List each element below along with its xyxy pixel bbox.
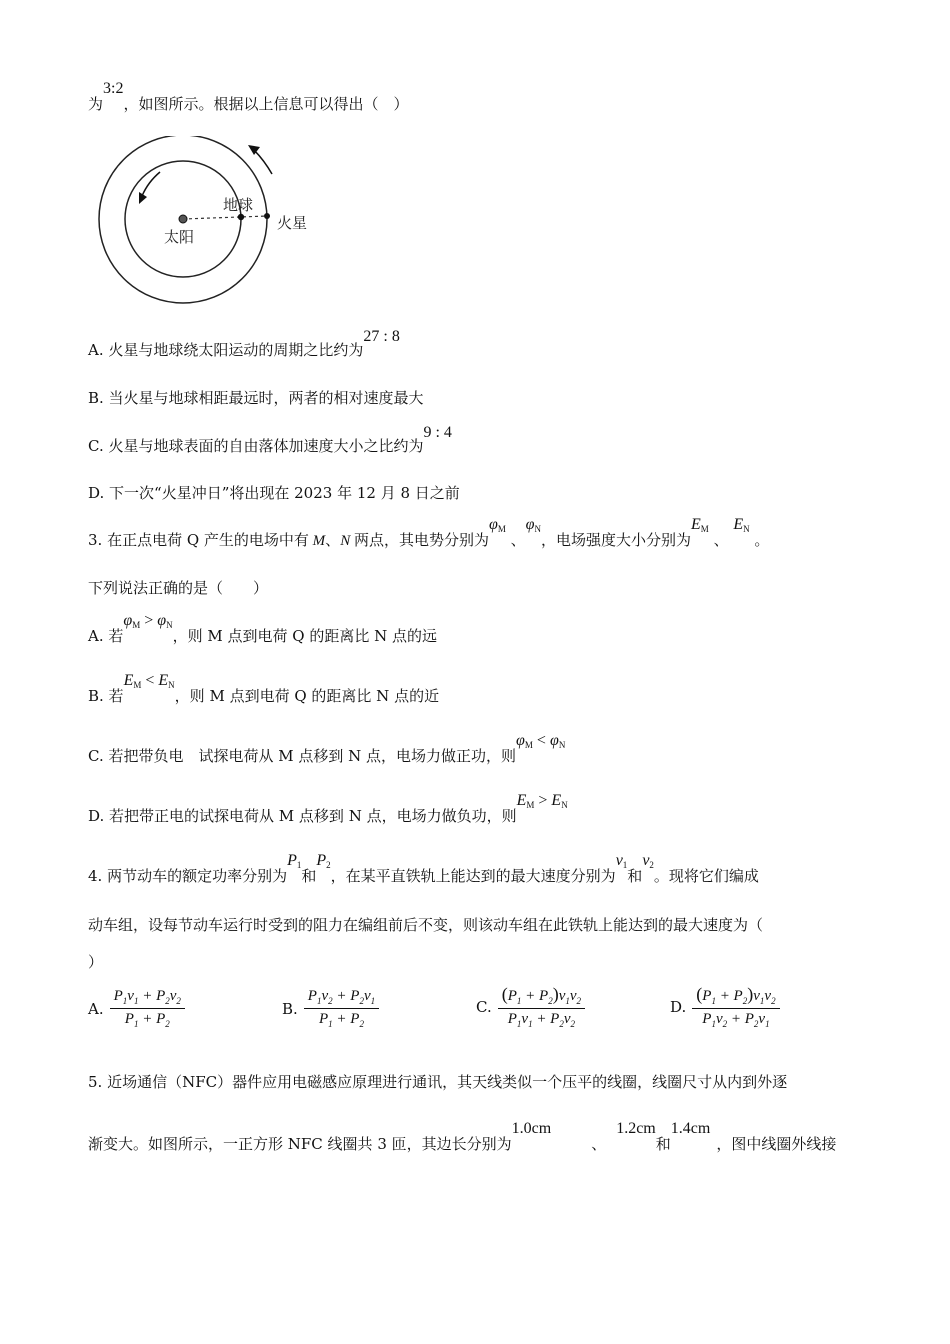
q4-option-d-formula: $\frac{(P_1 + P_2)v_1v_2}{P_1v_2 + P_2v_1}$ bbox=[692, 984, 779, 1029]
earth-label: 地球 bbox=[223, 196, 254, 214]
q4-option-b: B. $\frac{P_1v_2 + P_2v_1}{P_1 + P_2}$ bbox=[282, 988, 379, 1029]
q4-stem: 4. 两节动车的额定功率分别为P1和P2，在某平直铁轨上能达到的最大速度分别为v1和v2。现将它们编成 bbox=[88, 852, 759, 885]
earth-dot bbox=[238, 214, 244, 220]
q2-option-a-value: 27 : 8 bbox=[363, 328, 400, 345]
intro-line bbox=[88, 80, 409, 115]
q3-option-b-text: ，则 M 点到电荷 Q 的距离比 N 点的近 bbox=[174, 687, 440, 705]
q2-option-b: B. 当火星与地球相距最远时，两者的相对速度最大 bbox=[88, 389, 424, 407]
q3-stem-part4: 。 bbox=[754, 531, 770, 549]
sun-label: 太阳 bbox=[164, 228, 195, 246]
q3-option-c-text: C. 若把带负电 试探电荷从 M 点移到 N 点，电场力做正功，则 bbox=[88, 747, 517, 765]
q3-stem-part3: ，电场强度大小分别为 bbox=[540, 531, 691, 549]
q3-option-a-text: ，则 M 点到电荷 Q 的距离比 N 点的远 bbox=[172, 627, 438, 645]
q4-option-c: C. $\frac{(P_1 + P_2)v_1v_2}{P_1v_1 + P_2v_2}$ bbox=[476, 984, 585, 1029]
q3-stem: 3. 在正点电荷 Q 产生的电场中有 M、N 两点，其电势分别为φM 、φN，电场强度大小分别为EM 、 EN 。 bbox=[88, 516, 770, 549]
q3-option-d: D. 若把带正电的试探电荷从 M 点移到 N 点，电场力做负功，则EM > EN bbox=[88, 792, 568, 825]
q3-stem-line2: 下列说法正确的是（ ） bbox=[88, 579, 269, 597]
orbit-figure bbox=[96, 136, 326, 306]
q5-line2-prefix: 渐变大。如图所示，一正方形 NFC 线圈共 3 匝，其边长分别为 bbox=[88, 1135, 512, 1153]
q5-stem-line2 bbox=[88, 1120, 837, 1155]
alignment-line bbox=[183, 216, 268, 219]
q5-sep: 、 bbox=[591, 1135, 607, 1153]
q4-stem-part3: 。现将它们编成 bbox=[653, 867, 759, 885]
q4-option-a-formula: $\frac{P_1v_1 + P_2v_2}{P_1 + P_2}$ bbox=[110, 988, 185, 1029]
q4-stem-line3: ） bbox=[88, 953, 104, 971]
q5-len2: 1.2cm bbox=[616, 1120, 656, 1137]
q2-option-a bbox=[88, 328, 400, 361]
intro-ratio: 3:2 bbox=[103, 80, 124, 97]
q4-conj-2: 和 bbox=[627, 867, 643, 885]
q3-option-c: C. 若把带负电 试探电荷从 M 点移到 N 点，电场力做正功，则φM < φN bbox=[88, 732, 566, 765]
intro-prefix: 为 bbox=[88, 95, 104, 113]
q3-stem-part1: 3. 在正点电荷 Q 产生的电场中有 bbox=[88, 531, 309, 549]
q2-option-c bbox=[88, 424, 452, 457]
sun-dot bbox=[179, 215, 187, 223]
q4-stem-part1: 4. 两节动车的额定功率分别为 bbox=[88, 867, 288, 885]
q4-stem-line2: 动车组，设每节动车运行时受到的阻力在编组前后不变，则该动车组在此铁轨上能达到的最大速度为（ bbox=[88, 916, 764, 934]
q5-conj: 和 bbox=[655, 1135, 671, 1153]
q4-option-b-formula: $\frac{P_1v_2 + P_2v_1}{P_1 + P_2}$ bbox=[304, 988, 379, 1029]
q4-conj-1: 和 bbox=[301, 867, 317, 885]
q3-stem-part2: 两点，其电势分别为 bbox=[353, 531, 489, 549]
q2-option-a-text: A. 火星与地球绕太阳运动的周期之比约为 bbox=[88, 341, 364, 359]
q5-len1: 1.0cm bbox=[511, 1120, 552, 1137]
q3-option-b: B. 若EM < EN，则 M 点到电荷 Q 的距离比 N 点的近 bbox=[88, 672, 440, 705]
q2-option-c-value: 9 : 4 bbox=[423, 424, 452, 441]
intro-suffix: ，如图所示。根据以上信息可以得出（ ） bbox=[123, 95, 409, 113]
q3-option-a: A. 若φM > φN，则 M 点到电荷 Q 的距离比 N 点的远 bbox=[88, 612, 438, 645]
q4-option-c-formula: $\frac{(P_1 + P_2)v_1v_2}{P_1v_1 + P_2v_2}$ bbox=[498, 984, 585, 1029]
q3-option-d-text: D. 若把带正电的试探电荷从 M 点移到 N 点，电场力做负功，则 bbox=[88, 807, 517, 825]
q4-stem-part2: ，在某平直铁轨上能达到的最大速度分别为 bbox=[330, 867, 616, 885]
q2-option-c-text: C. 火星与地球表面的自由落体加速度大小之比约为 bbox=[88, 437, 424, 455]
q4-option-a: A. $\frac{P_1v_1 + P_2v_2}{P_1 + P_2}$ bbox=[88, 988, 185, 1029]
q2-option-d: D. 下一次“火星冲日”将出现在 2023 年 12 月 8 日之前 bbox=[88, 484, 460, 502]
mars-label: 火星 bbox=[277, 214, 308, 232]
q5-stem-line1: 5. 近场通信（NFC）器件应用电磁感应原理进行通讯，其天线类似一个压平的线圈，线圈尺寸从内到外逐 bbox=[88, 1073, 788, 1091]
mars-dot bbox=[264, 213, 270, 219]
q4-option-d: D. $\frac{(P_1 + P_2)v_1v_2}{P_1v_2 + P_2v_1}$ bbox=[670, 984, 780, 1029]
mars-orbit-arrow bbox=[254, 150, 272, 174]
q5-line2-suffix: ，图中线圈外线接 bbox=[716, 1135, 837, 1153]
q5-len3: 1.4cm bbox=[670, 1120, 711, 1137]
